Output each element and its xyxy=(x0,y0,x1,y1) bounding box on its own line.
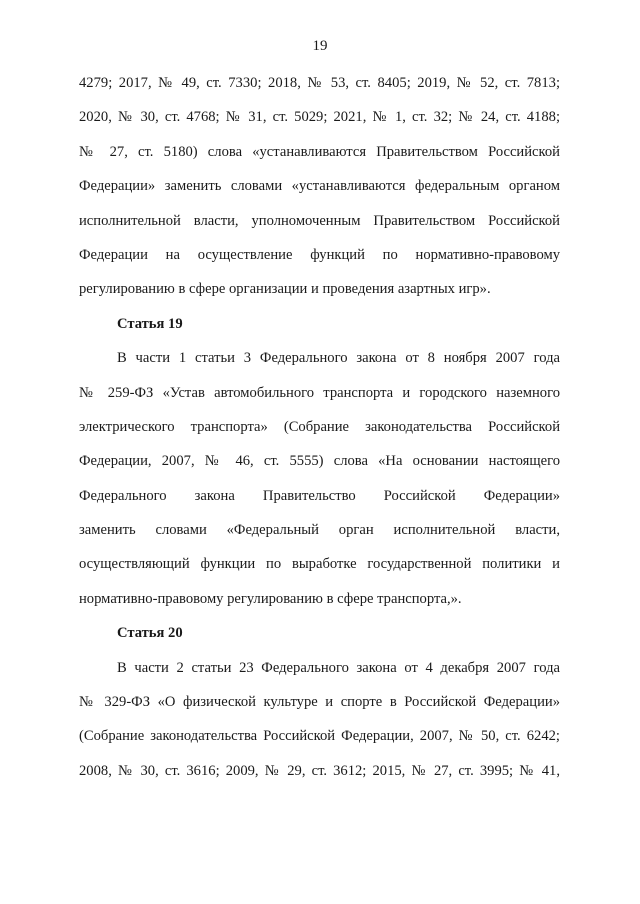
text-line: нормативно-правовому регулированию в сфере транспорта,». xyxy=(79,590,462,607)
text-line: № 27, ст. 5180) слова «устанавливаются Правительством Российской xyxy=(79,143,560,160)
text-line: Федерального закона Правительство Российской Федерации» xyxy=(79,487,560,504)
text-line: № 259-ФЗ «Устав автомобильного транспорта и городского наземного xyxy=(79,384,560,401)
text-line: В части 2 статьи 23 Федерального закона от 4 декабря 2007 года xyxy=(117,659,560,676)
article-20-heading: Статья 20 xyxy=(117,625,183,642)
text-line: В части 1 статьи 3 Федерального закона от 8 ноября 2007 года xyxy=(117,350,560,367)
text-line: (Собрание законодательства Российской Федерации, 2007, № 50, ст. 6242; xyxy=(79,728,560,745)
text-line: заменить словами «Федеральный орган исполнительной власти, xyxy=(79,522,560,539)
text-line: электрического транспорта» (Собрание законодательства Российской xyxy=(79,418,560,435)
text-line: Федерации, 2007, № 46, ст. 5555) слова «На основании настоящего xyxy=(79,453,560,470)
article-19-heading: Статья 19 xyxy=(117,315,183,332)
page-number: 19 xyxy=(312,38,328,54)
text-line: 2008, № 30, ст. 3616; 2009, № 29, ст. 3612; 2015, № 27, ст. 3995; № 41, xyxy=(79,762,560,779)
text-line: регулированию в сфере организации и проведения азартных игр». xyxy=(79,281,491,298)
text-line: № 329-ФЗ «О физической культуре и спорте в Российской Федерации» xyxy=(79,694,560,711)
text-line: осуществляющий функции по выработке государственной политики и xyxy=(79,556,560,573)
text-line: Федерации» заменить словами «устанавливаются федеральным органом xyxy=(79,178,560,195)
document-body xyxy=(79,66,560,788)
paragraph-continuation xyxy=(79,66,560,307)
text-line: 2020, № 30, ст. 4768; № 31, ст. 5029; 2021, № 1, ст. 32; № 24, ст. 4188; xyxy=(79,109,560,126)
text-line: исполнительной власти, уполномоченным Правительством Российской xyxy=(79,212,560,229)
article-20-paragraph xyxy=(79,651,560,789)
text-line: Федерации на осуществление функций по нормативно-правовому xyxy=(79,246,560,263)
article-19-paragraph xyxy=(79,341,560,616)
text-line: 4279; 2017, № 49, ст. 7330; 2018, № 53, ст. 8405; 2019, № 52, ст. 7813; xyxy=(79,75,560,91)
